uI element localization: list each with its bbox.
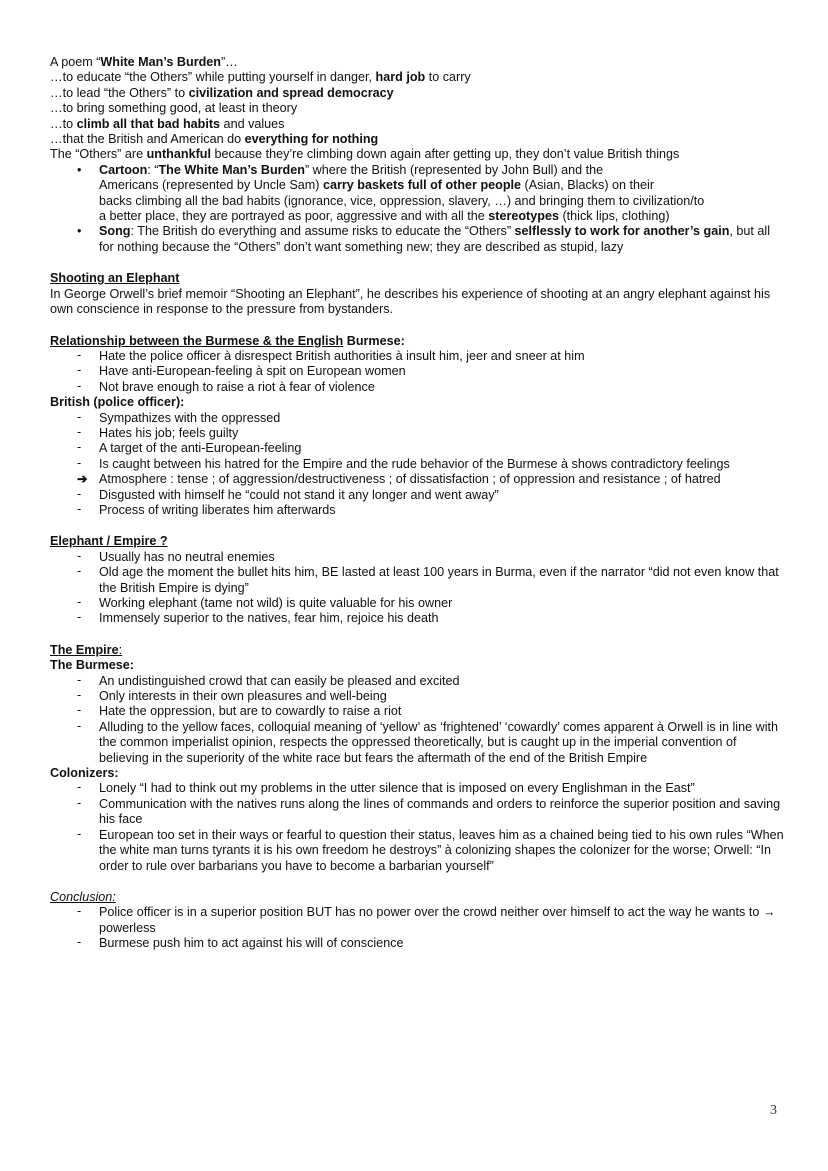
list-item: - Hate the police officer à disrespect British authorities à insult him, jeer and sneer at him — [77, 347, 585, 363]
song-bullet: • Song: The British do everything and assume risks to educate the “Others” selflessly to work for another’s gain, but all for nothing because the “Others” don’t want something new; they are described as stupid, lazy — [77, 224, 771, 254]
list-item: - Process of writing liberates him afterwards — [77, 501, 336, 517]
list-item: - Hate the oppression, but are to cowardly to raise a riot — [77, 703, 402, 719]
poem-bullet-list — [50, 163, 785, 255]
poem-line: The “Others” are unthankful because they’re climbing down again after getting up, they don’t value British things — [50, 147, 680, 162]
section-heading-empire: The Empire: — [50, 642, 123, 657]
list-item: - Communication with the natives runs along the lines of commands and orders to reinforce the superior position and saving his face — [77, 795, 781, 827]
burmese-list — [50, 349, 785, 395]
list-item: - Disgusted with himself he “could not stand it any longer and went away” — [77, 486, 499, 502]
british-list-continued — [50, 488, 785, 519]
burmese-label: The Burmese: — [50, 658, 134, 673]
poem-line: …that the British and American do everything for nothing — [50, 132, 379, 147]
british-list — [50, 411, 785, 473]
page-number: 3 — [770, 1103, 777, 1118]
poem-title: A poem “White Man’s Burden”… — [50, 55, 238, 69]
colonizers-label: Colonizers: — [50, 766, 119, 781]
list-item: - Working elephant (tame not wild) is quite valuable for his owner — [77, 595, 453, 610]
empire-burmese-list — [50, 674, 785, 766]
list-item: - Old age the moment the bullet hits him, BE lasted at least 100 years in Burma, even if the narrator “did not even know that the British Empire is dying” — [77, 564, 779, 595]
section-heading-relationship: Relationship between the Burmese & the English Burmese: — [50, 333, 405, 348]
list-item: - Lonely “I had to think out my problems in the utter silence that is imposed on every Englishman in the East” — [77, 780, 695, 796]
section-heading-shooting: Shooting an Elephant — [50, 271, 180, 286]
list-item: - An undistinguished crowd that can easily be pleased and excited — [77, 672, 460, 688]
colonizers-list — [50, 781, 785, 873]
elephant-list — [50, 550, 785, 627]
list-item: - Hates his job; feels guilty — [77, 424, 239, 440]
arrow-icon: ➔ — [77, 472, 88, 487]
section-heading-elephant: Elephant / Empire ? — [50, 534, 168, 549]
list-item: - Only interests in their own pleasures and well-being — [77, 688, 387, 704]
document-page — [50, 55, 785, 952]
section-heading-conclusion: Conclusion: — [50, 889, 116, 904]
conclusion-list — [50, 905, 785, 951]
cartoon-bullet: • Cartoon: “The White Man’s Burden” where the British (represented by John Bull) and the Americans (represented by Uncle Sam) carry baskets full of other people (Asian, Blacks) on their backs climbing all the bad habits (ignorance, vice, oppression, slavery, …) and bringing them to civilization/to a better place, they are portrayed as poor, aggressive and with all the stereotypes (thick lips, clothing) — [77, 162, 705, 224]
poem-line: …to lead “the Others” to civilization and spread democracy — [50, 85, 394, 100]
poem-line: …to climb all that bad habits and values — [50, 116, 285, 131]
list-item: - Burmese push him to act against his will of conscience — [77, 935, 404, 951]
bullet-mark: • — [77, 162, 82, 177]
list-item: - Is caught between his hatred for the Empire and the rude behavior of the Burmese à shows contradictory feelings — [77, 455, 730, 471]
list-item: - Immensely superior to the natives, fear him, rejoice his death — [77, 610, 439, 626]
british-label: British (police officer): — [50, 395, 185, 410]
list-item: - Have anti-European-feeling à spit on European women — [77, 363, 406, 379]
list-item: - Usually has no neutral enemies — [77, 548, 275, 564]
poem-line: …to educate “the Others” while putting yourself in danger, hard job to carry — [50, 70, 471, 85]
atmosphere-line: ➔ Atmosphere : tense ; of aggression/destructiveness ; of dissatisfaction ; of oppression and resistance ; of hatred — [77, 472, 721, 487]
list-item: - Alluding to the yellow faces, colloquial meaning of ‘yellow’ as ‘frightened’ ‘cowardly’ comes apparent à Orwell is in line with the common imperialist opinion, respects the oppressed theoretically, but is caught up in the imperial convention of believing in the superiority of the white race but fears the aftermath of the end of the British Empire — [77, 718, 778, 765]
bullet-mark: • — [77, 224, 82, 239]
list-item: - A target of the anti-European-feeling — [77, 440, 302, 456]
list-item: - Sympathizes with the oppressed — [77, 409, 281, 425]
list-item: - Not brave enough to raise a riot à fear of violence — [77, 378, 375, 394]
shooting-summary: In George Orwell’s brief memoir “Shooting an Elephant”, he describes his experience of shooting at an angry elephant against his own conscience in response to the pressure from bystanders. — [50, 286, 771, 317]
list-item: - European too set in their ways or fearful to question their status, leaves him as a chained being tied to his own rules “When the white man turns tyrants it is his own freedom he destroys” à colonizing shapes the colonizer for the worse; Orwell: “In order to rule over barbarians you have to become a barbarian yourself” — [77, 826, 784, 873]
list-item: - Police officer is in a superior position BUT has no power over the crowd neither over himself to act the way he wants to → powerless — [77, 904, 776, 935]
poem-line: …to bring something good, at least in theory — [50, 101, 298, 116]
